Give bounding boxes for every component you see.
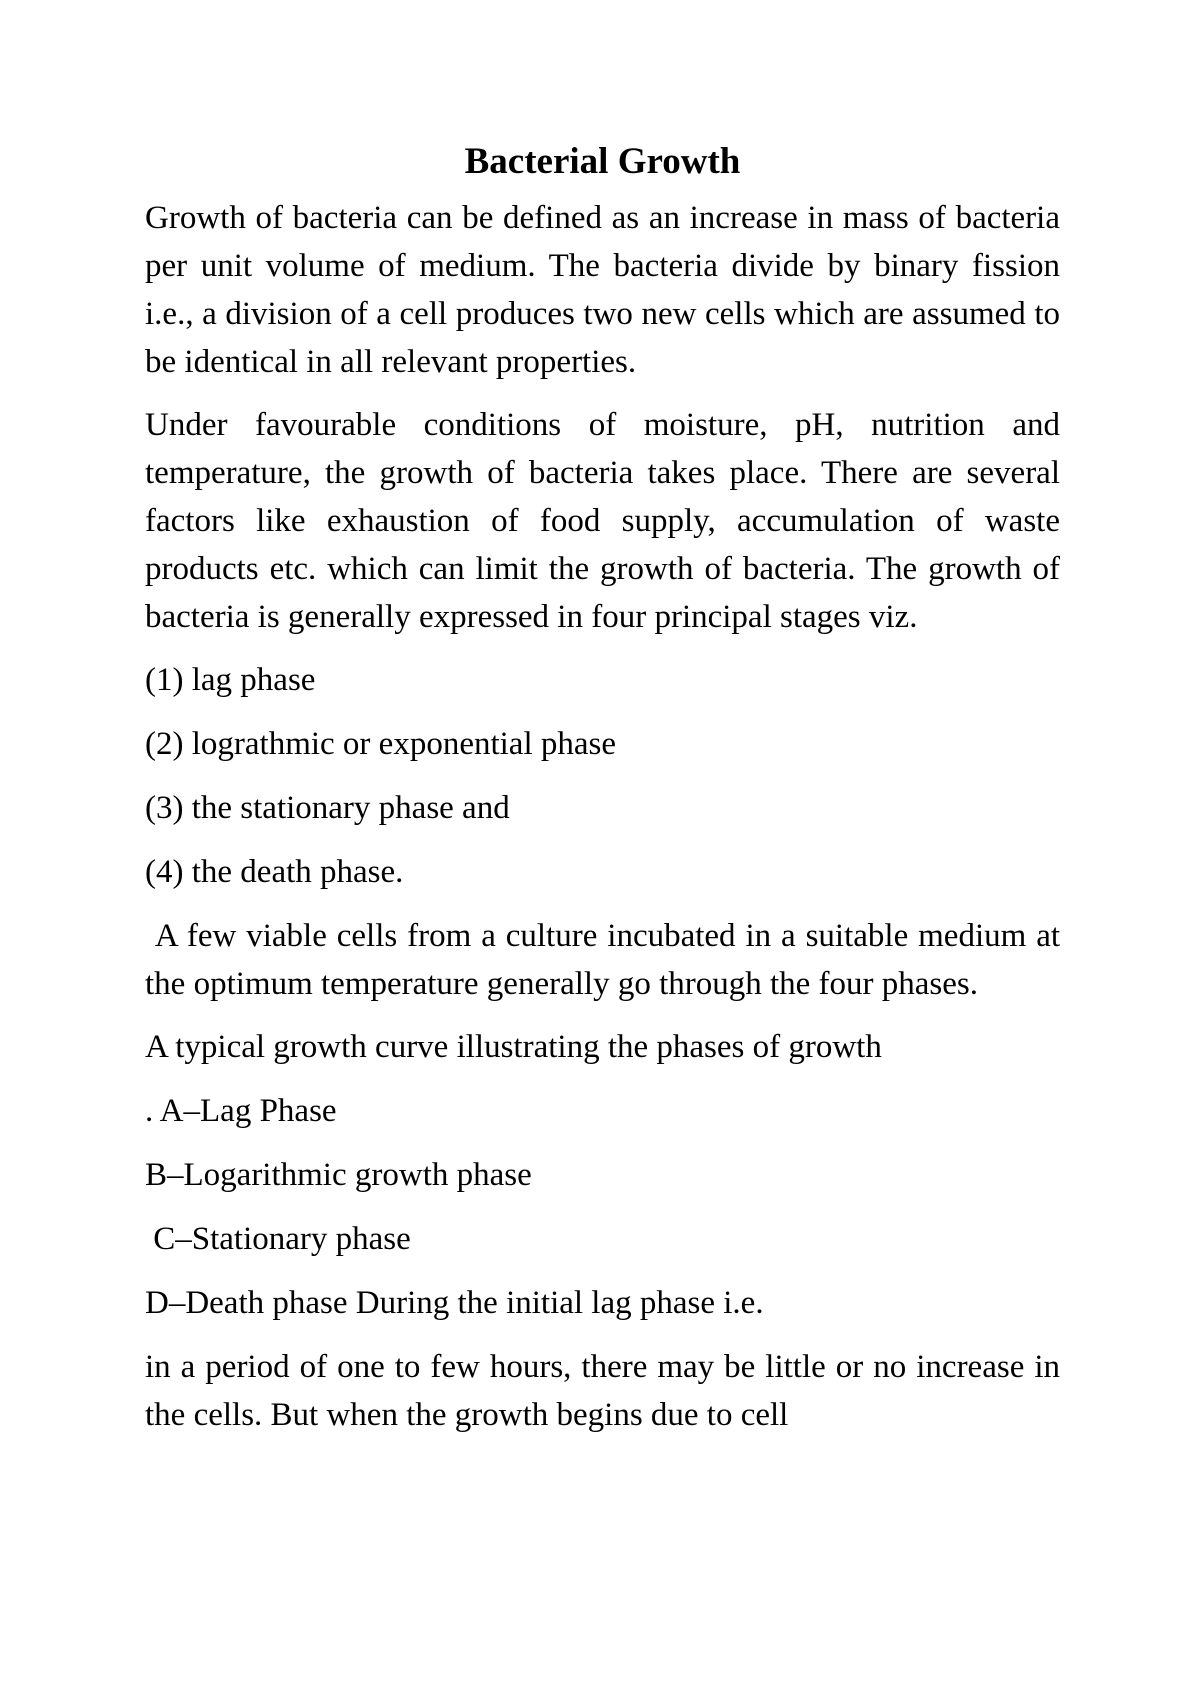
stage-item-log: (2) lograthmic or exponential phase xyxy=(145,726,617,763)
paragraph-phases: A few viable cells from a culture incubated in a suitable medium at the optimum temperature generally go through the four phases. xyxy=(145,918,1069,1003)
document-page xyxy=(145,140,1069,1454)
document-title: Bacterial Growth xyxy=(464,141,741,182)
stage-item-stationary: (3) the stationary phase and xyxy=(145,790,510,827)
paragraph-lag-period: in a period of one to few hours, there may be little or no increase in the cells. But when the growth begins due to cell xyxy=(145,1349,1060,1434)
paragraph-conditions: Under favourable conditions of moisture, pH, nutrition and temperature, the growth of bacteria takes place. There are several factors like exhaustion of food supply, accumulation of waste products etc. which can limit the growth of bacteria. The growth of bacteria is generally expressed in four principal stages viz. xyxy=(145,407,1060,636)
stage-item-lag: (1) lag phase xyxy=(145,662,316,699)
paragraph-definition: Growth of bacteria can be defined as an increase in mass of bacteria per unit volume of medium. The bacteria divide by binary fission i.e., a division of a cell produces two new cells which are assumed to be identical in all relevant properties. xyxy=(145,200,1060,381)
phase-label-a: . A–Lag Phase xyxy=(145,1093,337,1130)
stage-item-death: (4) the death phase. xyxy=(145,854,404,891)
phase-label-c: C–Stationary phase xyxy=(145,1221,411,1258)
growth-curve-intro: A typical growth curve illustrating the phases of growth xyxy=(145,1029,882,1066)
phase-label-b: B–Logarithmic growth phase xyxy=(145,1157,532,1194)
phase-label-d: D–Death phase During the initial lag phase i.e. xyxy=(145,1285,764,1322)
